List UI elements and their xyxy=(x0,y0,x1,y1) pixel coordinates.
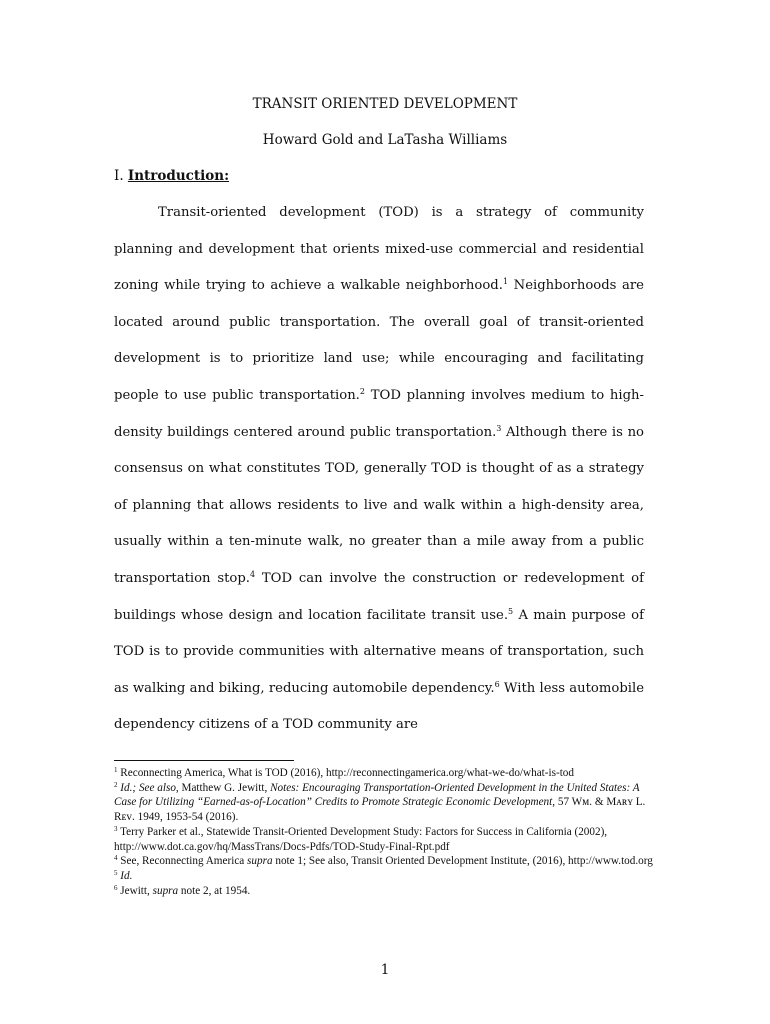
body-text-segment: Neighborhoods are located around public transportation. The overall goal of transit-oriented development is to prioritize land use; while encouraging and facilitating people to use public transportation. xyxy=(114,278,644,403)
section-number: I. xyxy=(114,168,128,184)
document-title: TRANSIT ORIENTED DEVELOPMENT xyxy=(252,96,518,112)
footnote-ref: 2 xyxy=(359,386,365,396)
footnote-id: Id. xyxy=(117,869,133,882)
body-text-segment: With less automobile dependency citizens of a TOD community are xyxy=(114,680,644,733)
footnote-ref: 6 xyxy=(494,679,500,689)
footnote-number: 5 xyxy=(114,868,118,877)
footnote-number: 4 xyxy=(114,854,118,863)
footnote-id: Id. xyxy=(117,781,133,794)
footnote-text: note 1; See also, Transit Oriented Development Institute, (2016), http://www.tod.org xyxy=(272,855,653,868)
footnote-number: 2 xyxy=(114,780,118,789)
footnote-author: , Matthew G. Jewitt, xyxy=(175,781,271,794)
footnote-ref: 1 xyxy=(502,277,509,287)
section-title: Introduction: xyxy=(127,168,230,184)
footnote-number: 3 xyxy=(114,824,118,833)
footnote-text: See, Reconnecting America xyxy=(117,855,248,868)
footnote-citation: , 57 Wᴍ. & Mᴀʀʏ L. Rᴇᴠ. 1949, 1953-54 (2016). xyxy=(114,796,646,824)
footnote-3 xyxy=(114,825,664,854)
section-heading xyxy=(114,167,229,185)
footnote-number: 6 xyxy=(114,883,118,892)
body-paragraph xyxy=(114,195,644,744)
footnote-text: Reconnecting America, What is TOD (2016), http://reconnectingamerica.org/what-we-do/what-is-tod xyxy=(117,767,574,779)
footnote-5 xyxy=(114,869,664,884)
footnotes xyxy=(114,766,664,898)
footnote-text: Terry Parker et al., Statewide Transit-Oriented Development Study: Factors for Success in California (2002), xyxy=(117,825,608,838)
footnote-divider xyxy=(114,760,294,761)
footnote-text: Jewitt, xyxy=(117,884,153,897)
footnote-ref: 3 xyxy=(496,423,502,433)
footnote-ref: 4 xyxy=(249,569,256,579)
footnote-article-title: Notes: Encouraging Transportation-Oriented Development in the United States: A Case for Utilizing “Earned-as-of-Location” Credits to Promote Strategic Economic Development xyxy=(114,781,640,809)
footnote-4 xyxy=(114,854,664,869)
page-number: 1 xyxy=(380,962,390,978)
footnote-number: 1 xyxy=(114,766,118,774)
footnote-see-also: ; See also xyxy=(132,781,176,794)
body-text-segment: A main purpose of TOD is to provide communities with alternative means of transportation, such as walking and biking, reducing automobile dependency. xyxy=(114,607,644,696)
body-text-segment: Transit-oriented development (TOD) is a strategy of community planning and development that orients mixed-use commercial and residential zoning while trying to achieve a walkable neighborhood. xyxy=(114,205,644,294)
footnote-ref: 5 xyxy=(508,606,514,616)
body-text-segment: TOD planning involves medium to high-density buildings centered around public transportation. xyxy=(114,387,644,440)
body-text-segment: TOD can involve the construction or redevelopment of buildings whose design and location facilitate transit use. xyxy=(114,570,645,623)
footnote-6 xyxy=(114,884,664,899)
body-text-segment: Although there is no consensus on what constitutes TOD, generally TOD is thought of as a strategy of planning that allows residents to live and walk within a high-density area, usually within a ten-minute walk, no greater than a mile away from a public transportation stop. xyxy=(114,424,644,586)
footnote-supra: supra xyxy=(247,855,273,868)
footnote-supra: supra xyxy=(152,884,179,897)
footnote-2 xyxy=(114,781,664,825)
document-authors: Howard Gold and LaTasha Williams xyxy=(262,132,508,148)
footnote-url: http://www.dot.ca.gov/hq/MassTrans/Docs-Pdfs/TOD-Study-Final-Rpt.pdf xyxy=(114,840,450,853)
footnote-text: note 2, at 1954. xyxy=(178,884,251,897)
footnote-1 xyxy=(114,766,664,781)
